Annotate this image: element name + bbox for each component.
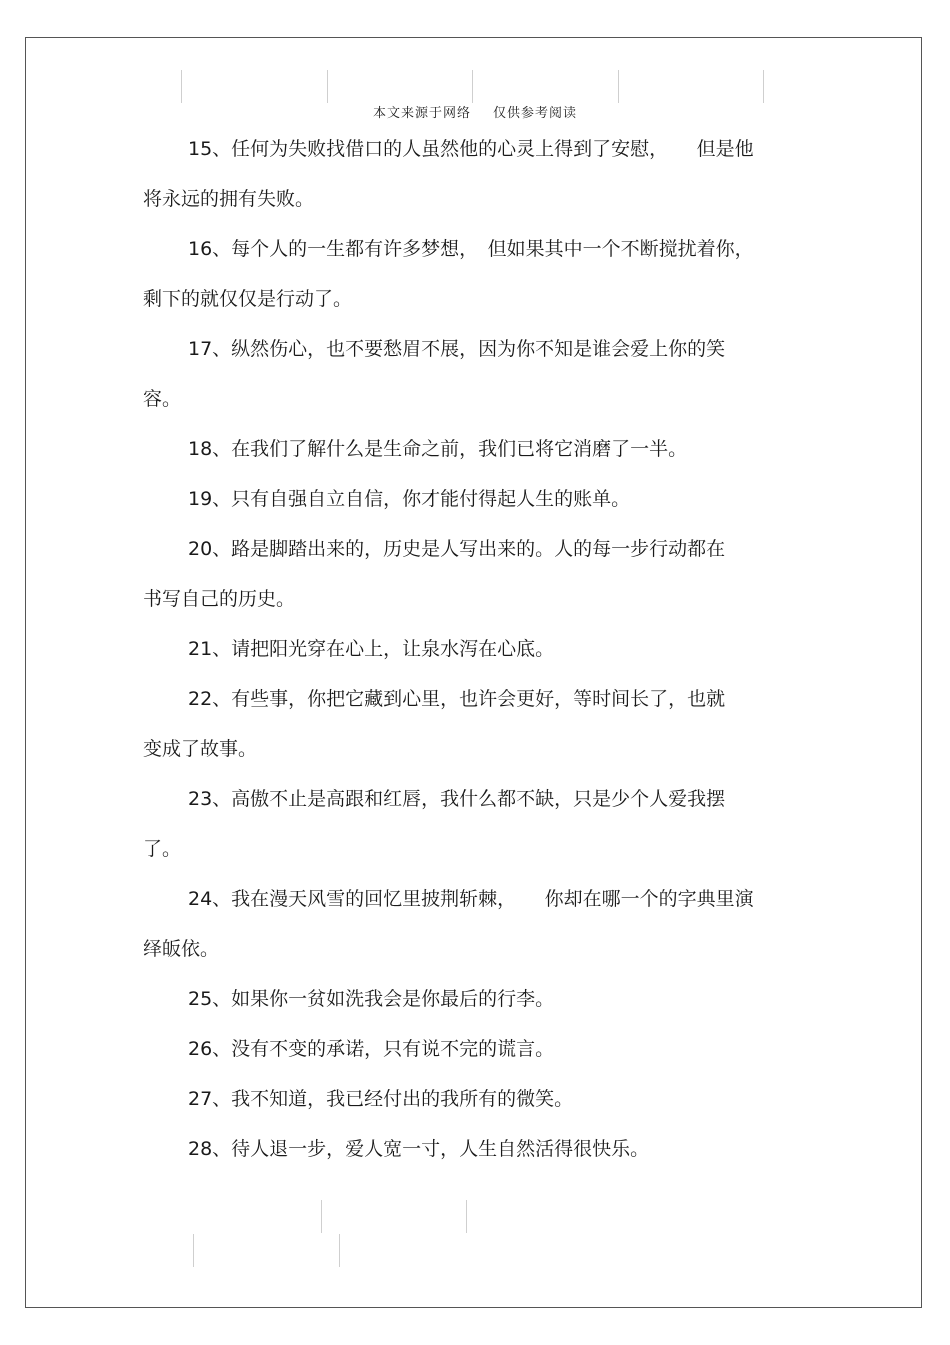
top-tick xyxy=(181,70,182,103)
paragraph-line: 26、没有不变的承诺，只有说不完的谎言。 xyxy=(188,1038,555,1060)
page-header xyxy=(0,102,950,121)
paragraph-line: 剩下的就仅仅是行动了。 xyxy=(143,288,353,310)
paragraph-line: 27、我不知道，我已经付出的我所有的微笑。 xyxy=(188,1088,574,1110)
paragraph-line: 22、有些事，你把它藏到心里，也许会更好，等时间长了，也就 xyxy=(188,688,726,710)
paragraph-line: 25、如果你一贫如洗我会是你最后的行李。 xyxy=(188,988,555,1010)
paragraph-line: 21、请把阳光穿在心上，让泉水泻在心底。 xyxy=(188,638,555,660)
page-frame xyxy=(25,37,922,1308)
paragraph-line: 18、在我们了解什么是生命之前，我们已将它消磨了一半。 xyxy=(188,438,688,460)
paragraph-line: 23、高傲不止是高跟和红唇，我什么都不缺，只是少个人爱我摆 xyxy=(188,788,726,810)
paragraph-line: 了。 xyxy=(143,838,182,860)
header-source-note: 本文来源于网络 xyxy=(372,106,471,121)
header-reference-note: 仅供参考阅读 xyxy=(493,106,578,121)
top-tick xyxy=(327,70,328,103)
bottom-tick xyxy=(466,1200,467,1233)
paragraph-line: 绎皈依。 xyxy=(143,938,220,960)
top-tick xyxy=(472,70,473,103)
paragraph-line: 20、路是脚踏出来的，历史是人写出来的。人的每一步行动都在 xyxy=(188,538,726,560)
paragraph-line: 16、每个人的一生都有许多梦想， 但如果其中一个不断搅扰着你， xyxy=(188,238,754,260)
paragraph-line: 17、纵然伤心，也不要愁眉不展，因为你不知是谁会爱上你的笑 xyxy=(188,338,726,360)
paragraph-line: 将永远的拥有失败。 xyxy=(143,188,315,210)
paragraph-line: 变成了故事。 xyxy=(143,738,258,760)
paragraph-line: 19、只有自强自立自信，你才能付得起人生的账单。 xyxy=(188,488,631,510)
top-tick xyxy=(618,70,619,103)
bottom-tick xyxy=(193,1234,194,1267)
bottom-tick xyxy=(321,1200,322,1233)
top-tick xyxy=(763,70,764,103)
paragraph-line: 15、任何为失败找借口的人虽然他的心灵上得到了安慰， 但是他 xyxy=(188,138,754,160)
paragraph-line: 28、待人退一步，爱人宽一寸，人生自然活得很快乐。 xyxy=(188,1138,650,1160)
bottom-tick xyxy=(339,1234,340,1267)
paragraph-line: 容。 xyxy=(143,388,182,410)
paragraph-line: 24、我在漫天风雪的回忆里披荆斩棘， 你却在哪一个的字典里演 xyxy=(188,888,754,910)
paragraph-line: 书写自己的历史。 xyxy=(143,588,296,610)
